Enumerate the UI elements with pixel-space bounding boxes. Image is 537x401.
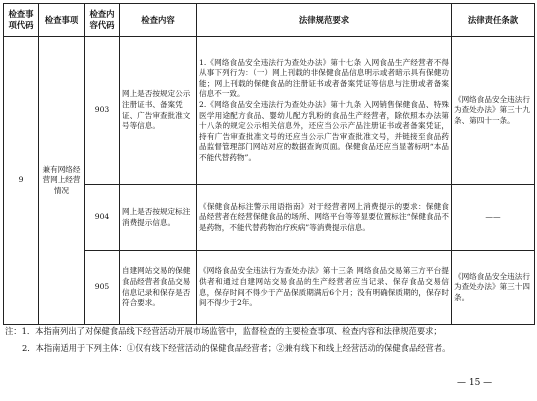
- row-content: 自建网站交易的保健食品经营者食品交易信息记录和保存是否符合要求。: [120, 251, 197, 325]
- header-item-id: 检查事项代码: [4, 4, 39, 37]
- row-code: 905: [85, 251, 120, 325]
- row-law: [197, 185, 452, 251]
- law-paragraph: 1.《网络食品安全违法行为查处办法》第十七条 入网食品生产经营者不得从事下列行为：（一）网上刊载的非保健食品信息明示或者暗示具有保健功能；网上刊载的保健食品的注册证书或者备案凭证等信息与注册或者备案信息不一致。: [199, 57, 449, 99]
- header-liability: 法律责任条款: [452, 4, 535, 37]
- law-paragraph: 2.《网络食品安全违法行为查处办法》第十九条 入网销售保健食品、特殊医学用途配方食品、婴幼儿配方乳粉的食品生产经营者，除依照本办法第十八条的规定公示相关信息外，还应当公示产品注册证书或者备案凭证，持有广告审查批准文号的还应当公示广告审查批准文号，并链接至食品药品监督管理部门网站对应的数据查询页面。保健食品还应当显著标明“本品不能代替药物”。: [199, 99, 449, 162]
- table-header-row: [4, 4, 535, 37]
- footnote-2: 2．本指南适用于下列主体：①仅有线下经营活动的保健食品经营者；②兼有线下和线上经营活动的保健食品经营者。: [22, 343, 451, 353]
- law-paragraph: 《保健食品标注警示用语指南》对于经营者网上消费提示的要求：保健食品经营者在经营保健食品的场所、网络平台等等显要位置标注“保健食品不是药物，不能代替药物治疗疾病”等消费提示信息。: [199, 201, 449, 232]
- row-code: 904: [85, 185, 120, 251]
- row-law: [197, 37, 452, 185]
- row-liability: 《网络食品安全违法行为查处办法》第三十四条。: [452, 251, 535, 325]
- group-id: 9: [4, 37, 39, 325]
- row-liability: ——: [452, 185, 535, 251]
- header-law: 法律规范要求: [197, 4, 452, 37]
- page-number: — 15 —: [457, 378, 493, 388]
- footnote-1: 注：1．本指南列出了对保健食品线下经营活动开展市场监管中，监督检查的主要检查事项、检查内容和法律规范要求；: [5, 326, 442, 336]
- header-item: 检查事项: [39, 4, 85, 37]
- row-content: 网上是否按规定公示注册证书、备案凭证、广告审查批准文号等信息。: [120, 37, 197, 185]
- law-paragraph: 《网络食品安全违法行为查处办法》第十三条 网络食品交易第三方平台提供者和通过自建网站交易食品的生产经营者应当记录、保存食品交易信息，保存时间不得少于产品保质期满后6个月；没有明确保质期的，保存时间不得少于2年。: [199, 266, 449, 308]
- footnotes: [5, 323, 535, 357]
- group-item: 兼有网络经营网上经营情况: [39, 37, 85, 325]
- row-liability: 《网络食品安全违法行为查处办法》第三十九条、第四十一条。: [452, 37, 535, 185]
- header-content: 检查内容: [120, 4, 197, 37]
- row-code: 903: [85, 37, 120, 185]
- row-content: 网上是否按规定标注消费提示信息。: [120, 185, 197, 251]
- header-content-id: 检查内容代码: [85, 4, 120, 37]
- row-law: [197, 251, 452, 325]
- table-row: [4, 37, 535, 185]
- inspection-table: [3, 3, 535, 325]
